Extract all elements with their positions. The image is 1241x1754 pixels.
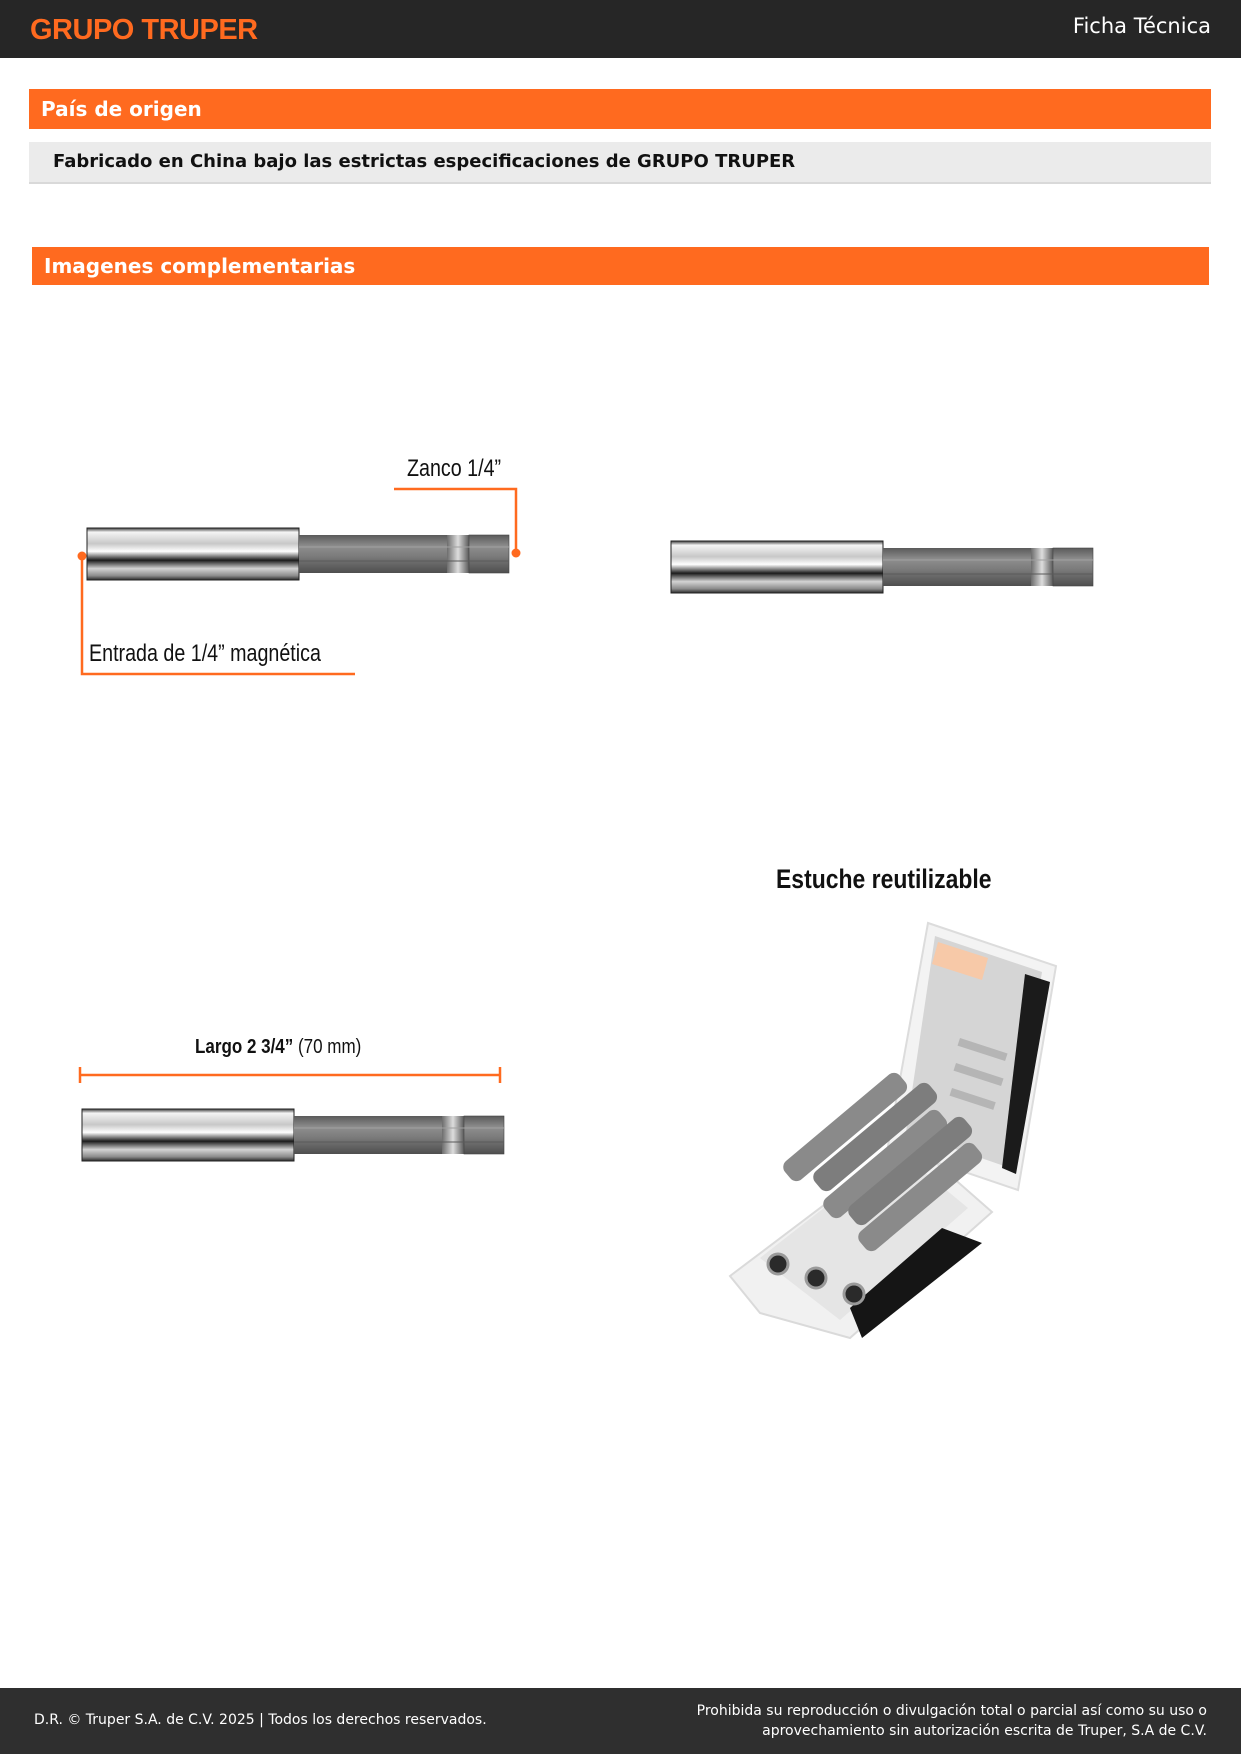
legal-notice-line-1: Prohibida su reproducción o divulgación total o parcial así como su uso o [696, 1703, 1207, 1719]
copyright-notice: D.R. © Truper S.A. de C.V. 2025 | Todos los derechos reservados. [34, 1712, 487, 1728]
case-title: Estuche reutilizable [776, 864, 992, 894]
document-title: Ficha Técnica [1072, 14, 1211, 38]
length-dimension-line [77, 1065, 503, 1085]
length-label [195, 1036, 361, 1059]
legal-notice [647, 1701, 1207, 1741]
length-value: Largo 2 3/4” [195, 1036, 294, 1058]
legal-notice-line-2: aprovechamiento sin autorización escrita de Truper, S.A de C.V. [762, 1723, 1207, 1739]
section-heading-origin: País de origen [29, 89, 1211, 129]
origin-statement: Fabricado en China bajo las estrictas especificaciones de GRUPO TRUPER [29, 142, 1211, 184]
bit-holder-image-2 [671, 538, 1101, 598]
reusable-case-image [720, 918, 1060, 1343]
page-header [0, 0, 1241, 58]
brand-logo: GRUPO TRUPER [30, 14, 258, 46]
section-heading-images: Imagenes complementarias [32, 247, 1209, 285]
length-metric: (70 mm) [297, 1036, 362, 1058]
page-footer [0, 1688, 1241, 1754]
callout-shank: Zanco 1/4” [407, 455, 502, 482]
bit-holder-image-3 [82, 1106, 512, 1166]
callout-magnetic-entry: Entrada de 1/4” magnética [89, 640, 321, 667]
